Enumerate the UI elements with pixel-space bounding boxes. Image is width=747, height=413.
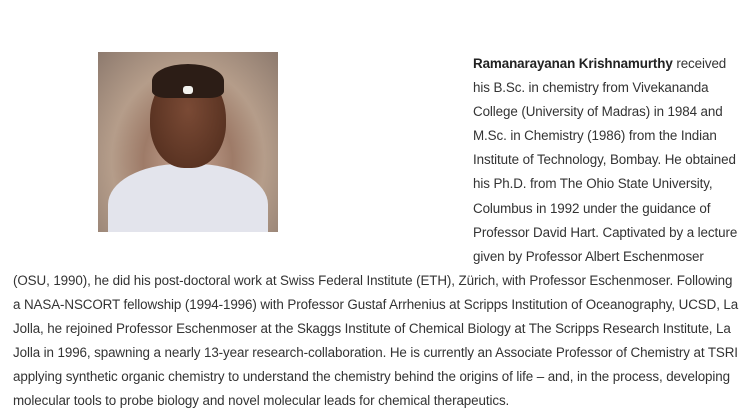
portrait-photo: [98, 52, 278, 232]
portrait-forehead-mark: [183, 86, 193, 94]
biography: [13, 52, 743, 413]
biography-text: received his B.Sc. in chemistry from Vivekananda College (University of Madras) in 1984 and M.Sc. in Chemistry (1986) from the Indian Institute of Technology, Bombay. He obtained his Ph.D. from The Ohio State University, Columbus in 1992 under the guidance of Professor David Hart. Captivated by a lecture given by Professor Albert Eschenmoser (OSU, 1990), he did his post-doctoral work at Swiss Federal Institute (ETH), Zürich, with Professor Eschenmoser. Following a NASA-NSCORT fellowship (1994-1996) with Professor Gustaf Arrhenius at Scripps Institution of Oceanography, UCSD, La Jolla, he rejoined Professor Eschenmoser at the Skaggs Institute of Chemical Biology at The Scripps Research Institute, La Jolla in 1996, spawning a nearly 13-year research-collaboration. He is currently an Associate Professor of Chemistry at TSRI applying synthetic organic chemistry to understand the chemistry behind the origins of life – and, in the process, developing molecular tools to probe biology and novel molecular leads for chemical therapeutics.: [13, 56, 739, 409]
person-name: Ramanarayanan Krishnamurthy: [473, 56, 673, 71]
portrait-shirt: [108, 164, 268, 232]
